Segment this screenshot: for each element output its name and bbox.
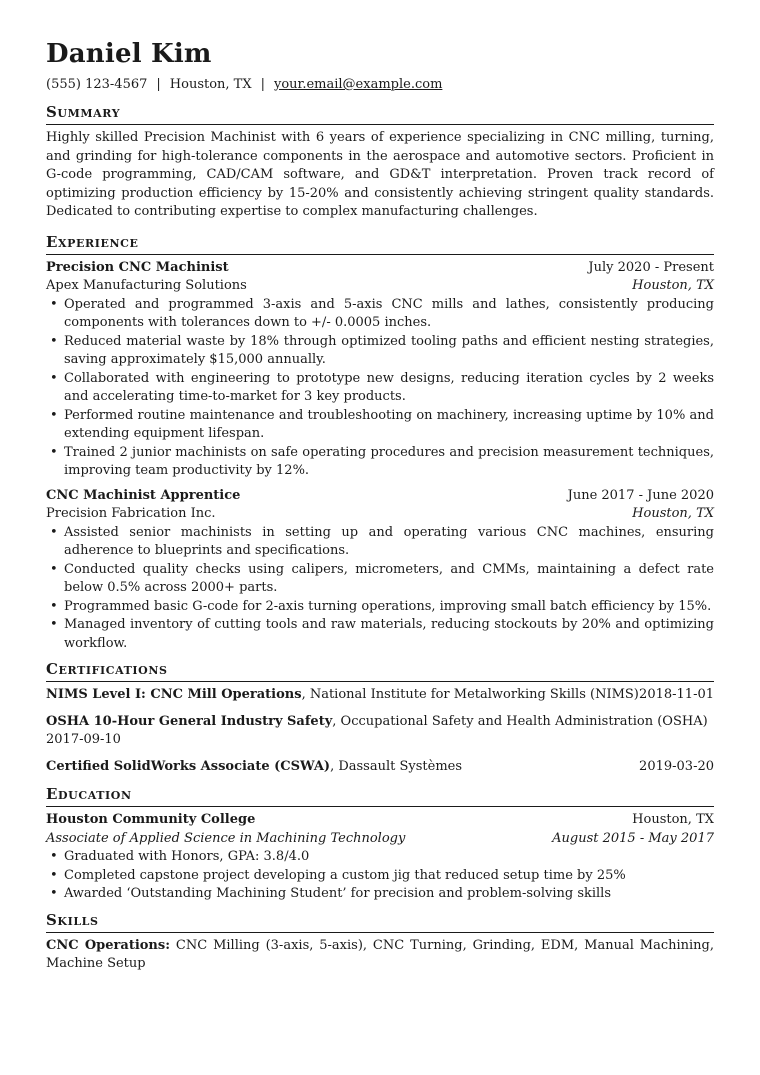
skill-value: CNC Milling (3-axis, 5-axis), CNC Turning, Grinding, EDM, Manual Machining, Machine Setup bbox=[46, 937, 715, 971]
bullet-item: • Reduced material waste by 18% through optimized tooling paths and efficient nesting strategies, saving approximately $15,000 annually. bbox=[46, 333, 714, 370]
school-name: Houston Community College bbox=[46, 812, 256, 827]
bullet-item: • Programmed basic G-code for 2-axis turning operations, improving small batch efficiency by 15%. bbox=[46, 598, 714, 617]
job-title: CNC Machinist Apprentice bbox=[46, 487, 241, 503]
bullet-item: • Graduated with Honors, GPA: 3.8/4.0 bbox=[46, 848, 714, 867]
education-dates: August 2015 - May 2017 bbox=[552, 830, 714, 846]
education-subheader bbox=[46, 830, 714, 849]
phone-number: (555) 123-4567 bbox=[46, 77, 148, 92]
job-entry bbox=[46, 487, 714, 654]
job-location: Houston, TX bbox=[632, 506, 714, 521]
job-dates: July 2020 - Present bbox=[588, 259, 714, 275]
school-location: Houston, TX bbox=[632, 812, 714, 827]
certification-name: OSHA 10-Hour General Industry Safety bbox=[46, 713, 333, 729]
job-bullets bbox=[46, 296, 714, 481]
bullet-item: • Awarded ‘Outstanding Machining Student’ for precision and problem-solving skills bbox=[46, 885, 714, 904]
candidate-name: Daniel Kim bbox=[46, 39, 212, 69]
job-dates: June 2017 - June 2020 bbox=[567, 487, 714, 503]
bullet-item: • Managed inventory of cutting tools and raw materials, reducing stockouts by 20% and optimizing workflow. bbox=[46, 616, 714, 653]
bullet-item: • Trained 2 junior machinists on safe operating procedures and precision measurement techniques, improving team productivity by 12%. bbox=[46, 444, 714, 481]
certification-entry bbox=[46, 686, 714, 705]
bullet-item: • Assisted senior machinists in setting up and operating various CNC machines, ensuring adherence to blueprints and specifications. bbox=[46, 524, 714, 561]
education-section bbox=[46, 784, 714, 904]
certification-issuer: , Dassault Systèmes bbox=[330, 758, 463, 774]
certification-name: Certified SolidWorks Associate (CSWA) bbox=[46, 758, 331, 774]
education-header bbox=[46, 811, 714, 830]
job-entry bbox=[46, 259, 714, 481]
certification-text bbox=[46, 758, 462, 777]
job-header bbox=[46, 259, 714, 278]
certification-text bbox=[46, 686, 639, 705]
certification-name: NIMS Level I: CNC Mill Operations bbox=[46, 687, 302, 702]
certification-date: 2018-11-01 bbox=[639, 687, 714, 702]
certification-entry bbox=[46, 758, 714, 777]
bullet-item: • Performed routine maintenance and troubleshooting on machinery, increasing uptime by 10% and extending equipment lifespan. bbox=[46, 407, 714, 444]
education-bullets bbox=[46, 848, 714, 904]
location: Houston, TX bbox=[169, 77, 252, 92]
bullet-item: • Completed capstone project developing a custom jig that reduced setup time by 25% bbox=[46, 867, 714, 886]
job-subheader bbox=[46, 505, 714, 524]
certification-entry bbox=[46, 713, 714, 750]
contact-separator: | bbox=[156, 77, 161, 92]
summary-text: Highly skilled Precision Machinist with 6 years of experience specializing in CNC milling, turning, and grinding for high-tolerance components in the aerospace and automotive sectors. Proficient in G-code programming, CAD/CAM software, and GD&T interpretation. Proven track record of optimizing production efficiency by 15-20% and consistently achieving stringent quality standards. Dedicated to contributing expertise to complex manufacturing challenges. bbox=[46, 130, 714, 219]
contact-line bbox=[46, 76, 714, 94]
section-title-education: Education bbox=[46, 784, 714, 807]
skill-entry bbox=[46, 937, 714, 974]
certification-date: 2019-03-20 bbox=[639, 758, 714, 774]
certifications-section bbox=[46, 659, 714, 776]
bullet-item: • Collaborated with engineering to prototype new designs, reducing iteration cycles by 2 weeks and accelerating time-to-market for 3 key products. bbox=[46, 370, 714, 407]
bullet-item: • Conducted quality checks using calipers, micrometers, and CMMs, maintaining a defect rate below 0.5% across 2000+ parts. bbox=[46, 561, 714, 598]
bullet-item: • Operated and programmed 3-axis and 5-axis CNC mills and lathes, consistently producing components with tolerances down to +/- 0.0005 inches. bbox=[46, 296, 714, 333]
job-title: Precision CNC Machinist bbox=[46, 259, 229, 275]
summary-section bbox=[46, 102, 714, 222]
skill-label: CNC Operations: bbox=[46, 937, 171, 953]
email-link[interactable]: your.email@example.com bbox=[274, 77, 443, 92]
job-subheader bbox=[46, 277, 714, 296]
job-header bbox=[46, 487, 714, 506]
certification-issuer: , Occupational Safety and Health Administration (OSHA) bbox=[332, 713, 708, 729]
section-title-certifications: Certifications bbox=[46, 659, 714, 682]
job-bullets bbox=[46, 524, 714, 654]
contact-separator: | bbox=[260, 77, 265, 92]
job-company: Apex Manufacturing Solutions bbox=[46, 278, 247, 293]
skills-section bbox=[46, 910, 714, 974]
section-title-experience: Experience bbox=[46, 232, 714, 255]
certification-issuer: , National Institute for Metalworking Skills (NIMS) bbox=[301, 687, 639, 702]
section-title-skills: Skills bbox=[46, 910, 714, 933]
certification-text bbox=[46, 713, 714, 732]
job-company: Precision Fabrication Inc. bbox=[46, 506, 216, 521]
job-location: Houston, TX bbox=[632, 278, 714, 293]
degree-name: Associate of Applied Science in Machining Technology bbox=[46, 830, 406, 846]
certification-date: 2017-09-10 bbox=[46, 732, 121, 747]
experience-section bbox=[46, 232, 714, 654]
section-title-summary: Summary bbox=[46, 102, 714, 125]
